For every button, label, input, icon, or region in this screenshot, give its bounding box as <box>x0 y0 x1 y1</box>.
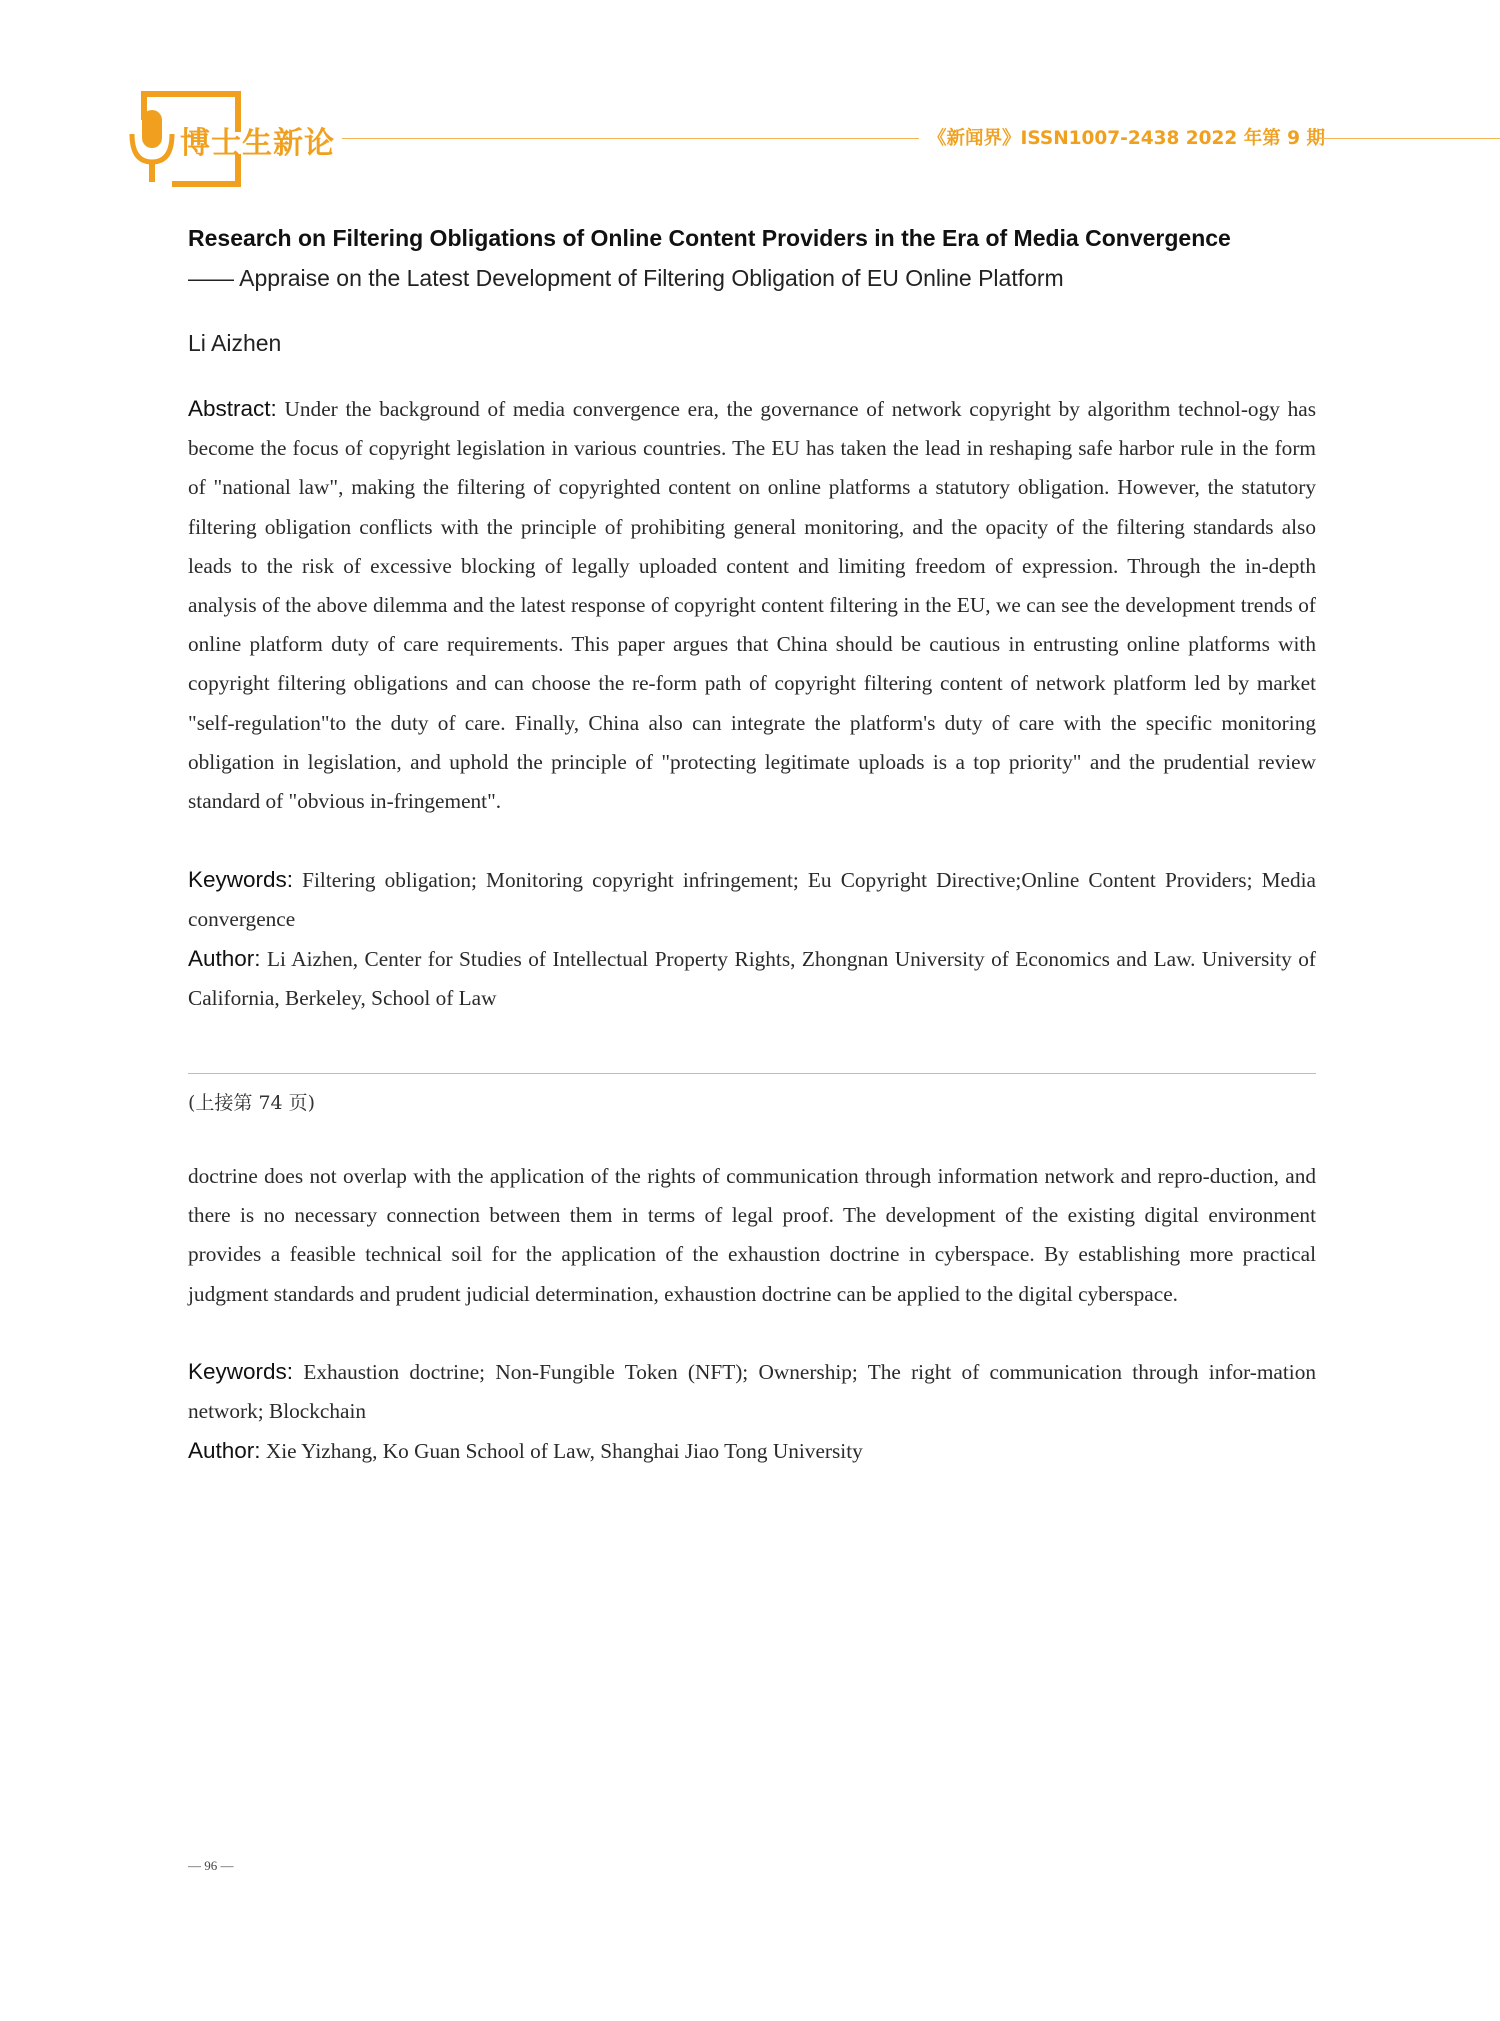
header-rule-left <box>342 138 919 139</box>
article-subtitle: —— Appraise on the Latest Development of Filtering Obligation of EU Online Platform <box>188 265 1064 291</box>
abstract-paragraph <box>188 389 1316 821</box>
continuation-keywords-paragraph <box>188 1352 1316 1431</box>
keywords-paragraph <box>188 860 1316 939</box>
continued-from-note: (上接第 74 页) <box>188 1092 316 1114</box>
keywords-text: Filtering obligation; Monitoring copyright infringement; Eu Copyright Directive;Online Content Providers; Media convergence <box>188 868 1317 932</box>
journal-info: 《新闻界》ISSN1007-2438 2022 年第 9 期 <box>928 128 1325 149</box>
continuation-keywords-label: Keywords: <box>188 1359 294 1384</box>
author-label: Author: <box>188 946 261 971</box>
section-title: 博士生新论 <box>180 126 335 161</box>
keywords-label: Keywords: <box>188 867 294 892</box>
abstract-text: Under the background of media convergence era, the governance of network copyright by algorithm technol-ogy has become the focus of copyright legislation in various countries. The EU has taken the lead in reshaping safe harbor rule in the form of "national law", making the filtering of copyrighted content on online platforms a statutory obligation. However, the statutory filtering obligation conflicts with the principle of prohibiting general monitoring, and the opacity of the filtering standards also leads to the risk of excessive blocking of legally uploaded content and limiting freedom of expression. Through the in-depth analysis of the above dilemma and the latest response of copyright content filtering in the EU, we can see the development trends of online platform duty of care requirements. This paper argues that China should be cautious in entrusting online platforms with copyright filtering obligations and can choose the re-form path of copyright filtering content of network platform led by market "self-regulation"to the duty of care. Finally, China also can integrate the platform's duty of care with the specific monitoring obligation in legislation, and uphold the principle of "protecting legitimate uploads is a top priority" and the prudential review standard of "obvious in-fringement". <box>188 397 1316 814</box>
continuation-author-text: Xie Yizhang, Ko Guan School of Law, Shanghai Jiao Tong University <box>265 1439 863 1463</box>
article-author-name: Li Aizhen <box>188 330 282 356</box>
continuation-author-paragraph <box>188 1431 1316 1471</box>
author-text: Li Aizhen, Center for Studies of Intellectual Property Rights, Zhongnan University of Economics and Law. University of California, Berkeley, School of Law <box>188 947 1316 1011</box>
page-number: — 96 — <box>188 1858 234 1873</box>
author-paragraph <box>188 939 1316 1018</box>
abstract-label: Abstract: <box>188 396 277 421</box>
continuation-author-label: Author: <box>188 1438 261 1463</box>
article-title: Research on Filtering Obligations of Online Content Providers in the Era of Media Convergence <box>188 225 1231 251</box>
continuation-body: doctrine does not overlap with the application of the rights of communication through information network and repro-duction, and there is no necessary connection between them in terms of legal proof. The development of the existing digital environment provides a feasible technical soil for the application of the exhaustion doctrine in cyberspace. By establishing more practical judgment standards and prudent judicial determination, exhaustion doctrine can be applied to the digital cyberspace. <box>188 1164 1316 1306</box>
header-rule-right <box>1320 138 1500 139</box>
continuation-keywords-text: Exhaustion doctrine; Non-Fungible Token (NFT); Ownership; The right of communication through infor-mation network; Blockchain <box>188 1360 1317 1424</box>
section-divider <box>188 1073 1316 1074</box>
